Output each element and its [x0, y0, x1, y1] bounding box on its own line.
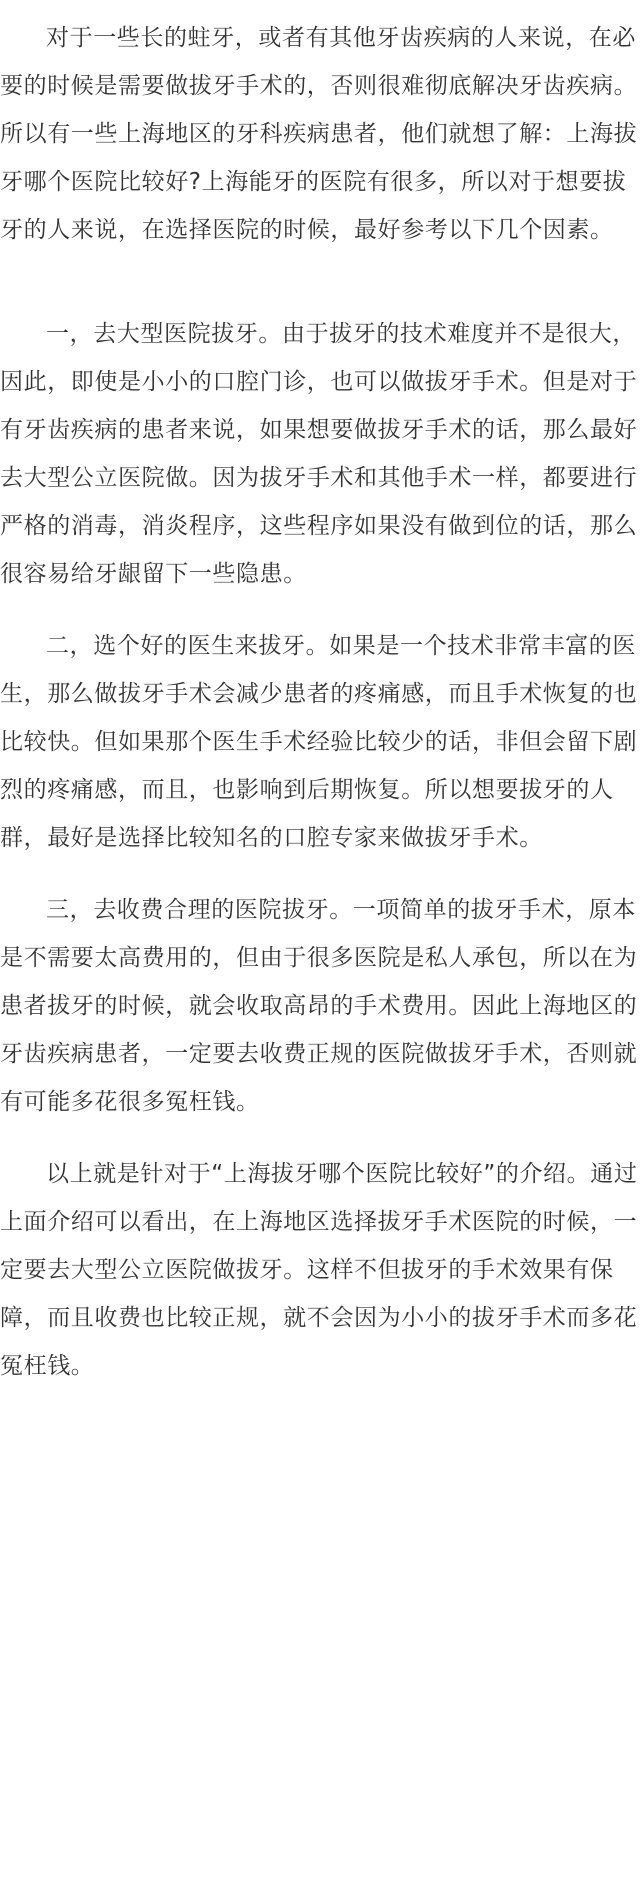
paragraph-point-three: 三，去收费合理的医院拔牙。一项简单的拔牙手术，原本是不需要太高费用的，但由于很多医院是私人承包，所以在为患者拔牙的时候，就会收取高昂的手术费用。因此上海地区的牙齿疾病患者，一定要去收费正规的医院做拔牙手术，否则就有可能多花很多冤枉钱。: [0, 897, 638, 1115]
paragraph-point-one: 一，去大型医院拔牙。由于拔牙的技术难度并不是很大，因此，即使是小小的口腔门诊，也可以做拔牙手术。但是对于有牙齿疾病的患者来说，如果想要做拔牙手术的话，那么最好去大型公立医院做。因为拔牙手术和其他手术一样，都要进行严格的消毒，消炎程序，这些程序如果没有做到位的话，那么很容易给牙龈留下一些隐患。: [0, 321, 638, 587]
paragraph-intro: 对于一些长的蛀牙，或者有其他牙齿疾病的人来说，在必要的时候是需要做拔牙手术的，否则很难彻底解决牙齿疾病。所以有一些上海地区的牙科疾病患者，他们就想了解：上海拔牙哪个医院比较好?上海能牙的医院有很多，所以对于想要拔牙的人来说，在选择医院的时候，最好参考以下几个因素。: [0, 25, 638, 243]
paragraph-conclusion: 以上就是针对于“上海拔牙哪个医院比较好”的介绍。通过上面介绍可以看出，在上海地区选择拔牙手术医院的时候，一定要去大型公立医院做拔牙。这样不但拔牙的手术效果有保障，而且收费也比较正规，就不会因为小小的拔牙手术而多花冤枉钱。: [0, 1161, 638, 1379]
paragraph-point-two: 二，选个好的医生来拔牙。如果是一个技术非常丰富的医生，那么做拔牙手术会减少患者的疼痛感，而且手术恢复的也比较快。但如果那个医生手术经验比较少的话，非但会留下剧烈的疼痛感，而且，也影响到后期恢复。所以想要拔牙的人群，最好是选择比较知名的口腔专家来做拔牙手术。: [0, 633, 638, 851]
